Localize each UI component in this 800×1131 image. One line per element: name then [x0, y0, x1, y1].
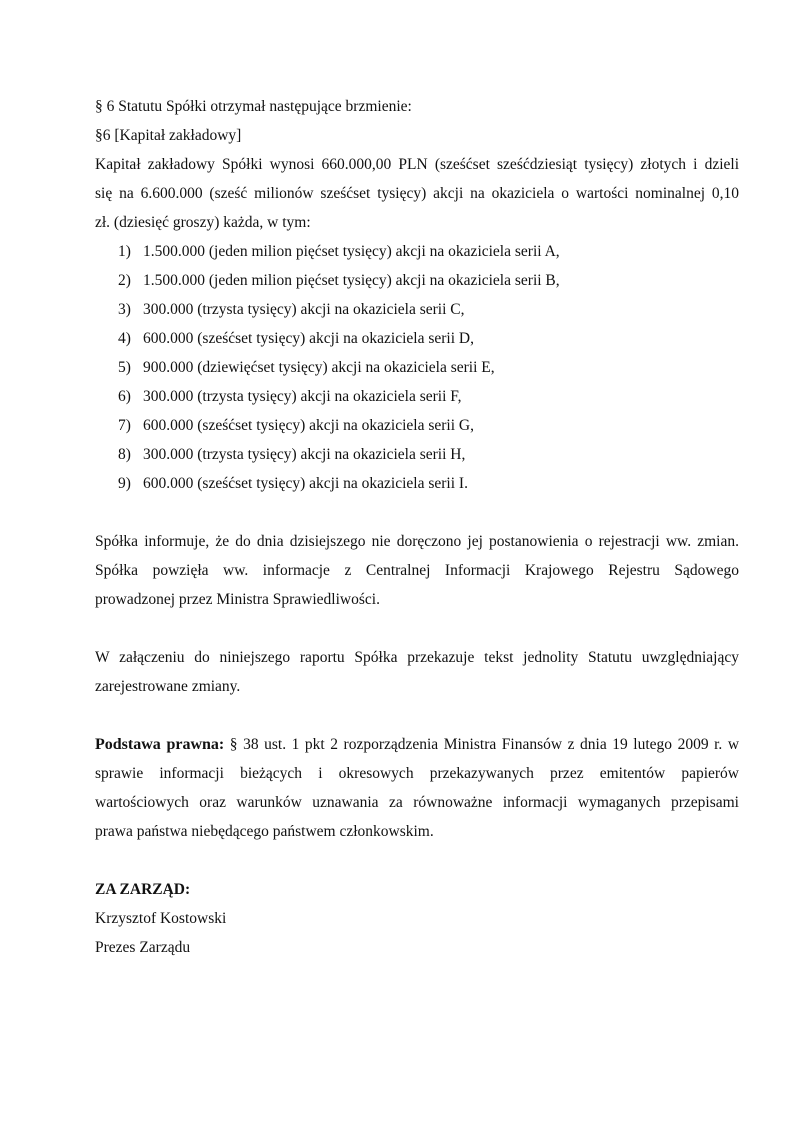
- spacer: [95, 701, 739, 730]
- info-paragraph: [95, 527, 739, 614]
- attachment-line: W załączeniu do niniejszego raportu Spółka przekazuje tekst jednolity Statutu uwzględniający: [95, 649, 739, 666]
- signatory-title: Prezes Zarządu: [95, 939, 191, 956]
- list-text: 300.000 (trzysta tysięcy) akcji na okaziciela serii C,: [143, 301, 465, 318]
- list-text: 300.000 (trzysta tysięcy) akcji na okaziciela serii F,: [143, 388, 462, 405]
- list-text: 600.000 (sześćset tysięcy) akcji na okaziciela serii G,: [143, 417, 474, 434]
- list-number: 1): [118, 243, 131, 260]
- legal-basis-label: Podstawa prawna:: [95, 736, 225, 753]
- list-number: 3): [118, 301, 131, 318]
- list-number: 6): [118, 388, 131, 405]
- legal-basis-first-line: [95, 730, 739, 759]
- list-item: [95, 440, 739, 469]
- list-item: [95, 324, 739, 353]
- capital-line: Kapitał zakładowy Spółki wynosi 660.000,00 PLN (sześćset sześćdziesiąt tysięcy) złotych i dzieli: [95, 156, 739, 173]
- list-item: [95, 237, 739, 266]
- list-item: [95, 469, 739, 498]
- spacer: [95, 614, 739, 643]
- list-text: 1.500.000 (jeden milion pięćset tysięcy) akcji na okaziciela serii A,: [143, 243, 560, 260]
- share-series-list: [95, 237, 739, 498]
- list-number: 9): [118, 475, 131, 492]
- list-item: [95, 411, 739, 440]
- list-number: 7): [118, 417, 131, 434]
- list-number: 2): [118, 272, 131, 289]
- intro-line: § 6 Statutu Spółki otrzymał następujące brzmienie:: [95, 98, 412, 115]
- list-text: 300.000 (trzysta tysięcy) akcji na okaziciela serii H,: [143, 446, 466, 463]
- list-text: 1.500.000 (jeden milion pięćset tysięcy) akcji na okaziciela serii B,: [143, 272, 560, 289]
- list-text: 600.000 (sześćset tysięcy) akcji na okaziciela serii I.: [143, 475, 468, 492]
- spacer: [95, 846, 739, 875]
- list-text: 600.000 (sześćset tysięcy) akcji na okaziciela serii D,: [143, 330, 474, 347]
- spacer: [95, 498, 739, 527]
- legal-basis-line: sprawie informacji bieżących i okresowych przekazywanych przez emitentów papierów: [95, 765, 739, 782]
- list-number: 5): [118, 359, 131, 376]
- signature-heading: ZA ZARZĄD:: [95, 881, 191, 898]
- document-page: [95, 92, 739, 962]
- capital-line: zł. (dziesięć groszy) każda, w tym:: [95, 214, 311, 231]
- signature-block: [95, 875, 739, 962]
- signatory-name: Krzysztof Kostowski: [95, 910, 227, 927]
- section-heading: §6 [Kapitał zakładowy]: [95, 127, 242, 144]
- info-line: Spółka powzięła ww. informacje z Centralnej Informacji Krajowego Rejestru Sądowego: [95, 562, 739, 579]
- info-line: prowadzonej przez Ministra Sprawiedliwości.: [95, 591, 380, 608]
- legal-basis-line: wartościowych oraz warunków uznawania za równoważne informacji wymaganych przepisami: [95, 794, 739, 811]
- capital-paragraph: [95, 150, 739, 237]
- attachment-line: zarejestrowane zmiany.: [95, 678, 241, 695]
- legal-basis-text: § 38 ust. 1 pkt 2 rozporządzenia Ministra Finansów z dnia 19 lutego 2009 r. w: [229, 736, 740, 753]
- legal-basis-line: prawa państwa niebędącego państwem członkowskim.: [95, 823, 434, 840]
- attachment-paragraph: [95, 643, 739, 701]
- legal-basis-paragraph: [95, 730, 739, 846]
- list-number: 4): [118, 330, 131, 347]
- list-item: [95, 353, 739, 382]
- list-item: [95, 382, 739, 411]
- list-item: [95, 266, 739, 295]
- list-item: [95, 295, 739, 324]
- list-number: 8): [118, 446, 131, 463]
- capital-line: się na 6.600.000 (sześć milionów sześćset tysięcy) akcji na okaziciela o wartości nominalnej 0,10: [95, 185, 739, 202]
- list-text: 900.000 (dziewięćset tysięcy) akcji na okaziciela serii E,: [143, 359, 495, 376]
- info-line: Spółka informuje, że do dnia dzisiejszego nie doręczono jej postanowienia o rejestracji ww. zmian.: [95, 533, 739, 550]
